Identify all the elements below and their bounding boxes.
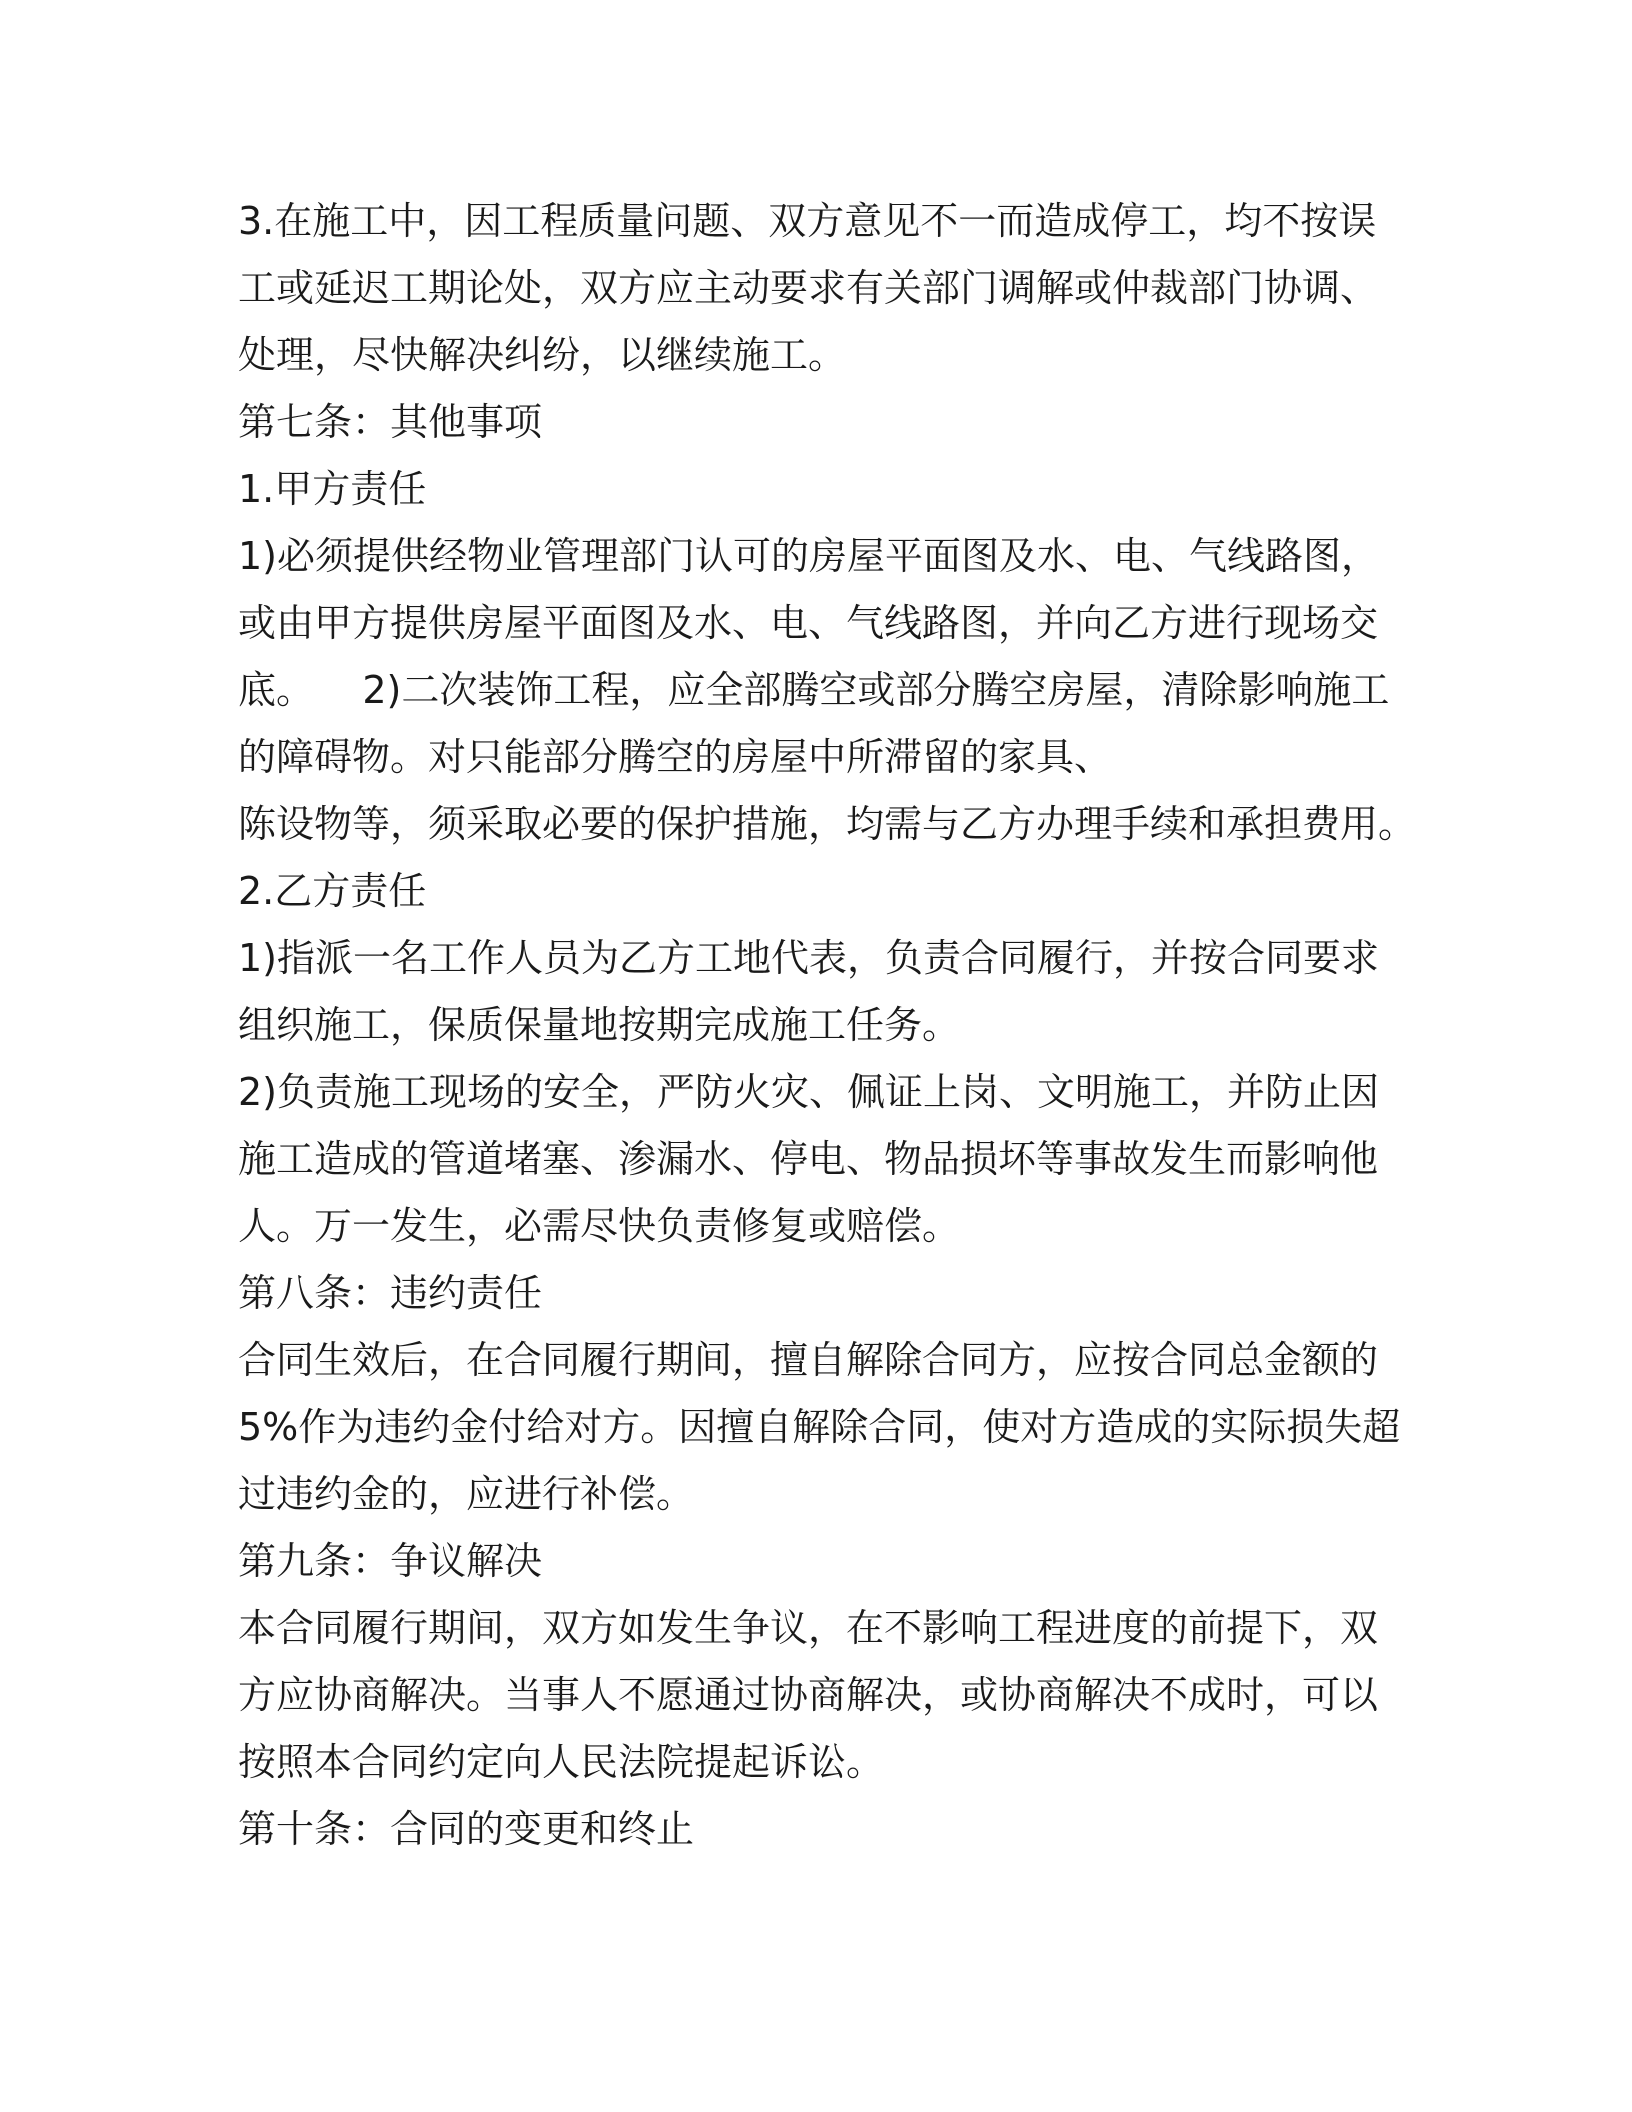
- section-heading: 第八条：违约责任: [238, 1271, 543, 1315]
- document-body: [238, 188, 1417, 1863]
- section-heading: 第十条：合同的变更和终止: [238, 1807, 695, 1851]
- text-line: 底。 2)二次装饰工程，应全部腾空或部分腾空房屋，清除影响施工: [238, 668, 1390, 712]
- section-heading: 第九条：争议解决: [238, 1539, 543, 1583]
- subsection-heading: 2.乙方责任: [238, 869, 427, 913]
- text-line: 合同生效后，在合同履行期间，擅自解除合同方，应按合同总金额的: [238, 1338, 1379, 1382]
- text-line: 过违约金的，应进行补偿。: [238, 1472, 695, 1516]
- text-line: 人。万一发生，必需尽快负责修复或赔偿。: [238, 1204, 961, 1248]
- text-line: 按照本合同约定向人民法院提起诉讼。: [238, 1740, 885, 1784]
- text-line: 组织施工，保质保量地按期完成施工任务。: [238, 1003, 961, 1047]
- text-line: 施工造成的管道堵塞、渗漏水、停电、物品损坏等事故发生而影响他: [238, 1137, 1379, 1181]
- text-line: 5%作为违约金付给对方。因擅自解除合同，使对方造成的实际损失超: [238, 1405, 1401, 1449]
- text-line: 陈设物等，须采取必要的保护措施，均需与乙方办理手续和承担费用。: [238, 802, 1417, 846]
- text-line: 处理，尽快解决纠纷，以继续施工。: [238, 333, 847, 377]
- text-line: 工或延迟工期论处，双方应主动要求有关部门调解或仲裁部门协调、: [238, 266, 1379, 310]
- subsection-heading: 1.甲方责任: [238, 467, 427, 511]
- section-heading: 第七条：其他事项: [238, 400, 543, 444]
- text-line: 1)必须提供经物业管理部门认可的房屋平面图及水、电、气线路图，: [238, 534, 1380, 578]
- text-line: 的障碍物。对只能部分腾空的房屋中所滞留的家具、: [238, 735, 1113, 779]
- text-line: 2)负责施工现场的安全，严防火灾、佩证上岗、文明施工，并防止因: [238, 1070, 1380, 1114]
- text-line: 本合同履行期间，双方如发生争议，在不影响工程进度的前提下，双: [238, 1606, 1379, 1650]
- text-line: 3.在施工中，因工程质量问题、双方意见不一而造成停工，均不按误: [238, 199, 1377, 243]
- text-line: 方应协商解决。当事人不愿通过协商解决，或协商解决不成时，可以: [238, 1673, 1379, 1717]
- text-line: 1)指派一名工作人员为乙方工地代表，负责合同履行，并按合同要求: [238, 936, 1380, 980]
- text-line: 或由甲方提供房屋平面图及水、电、气线路图，并向乙方进行现场交: [238, 601, 1379, 645]
